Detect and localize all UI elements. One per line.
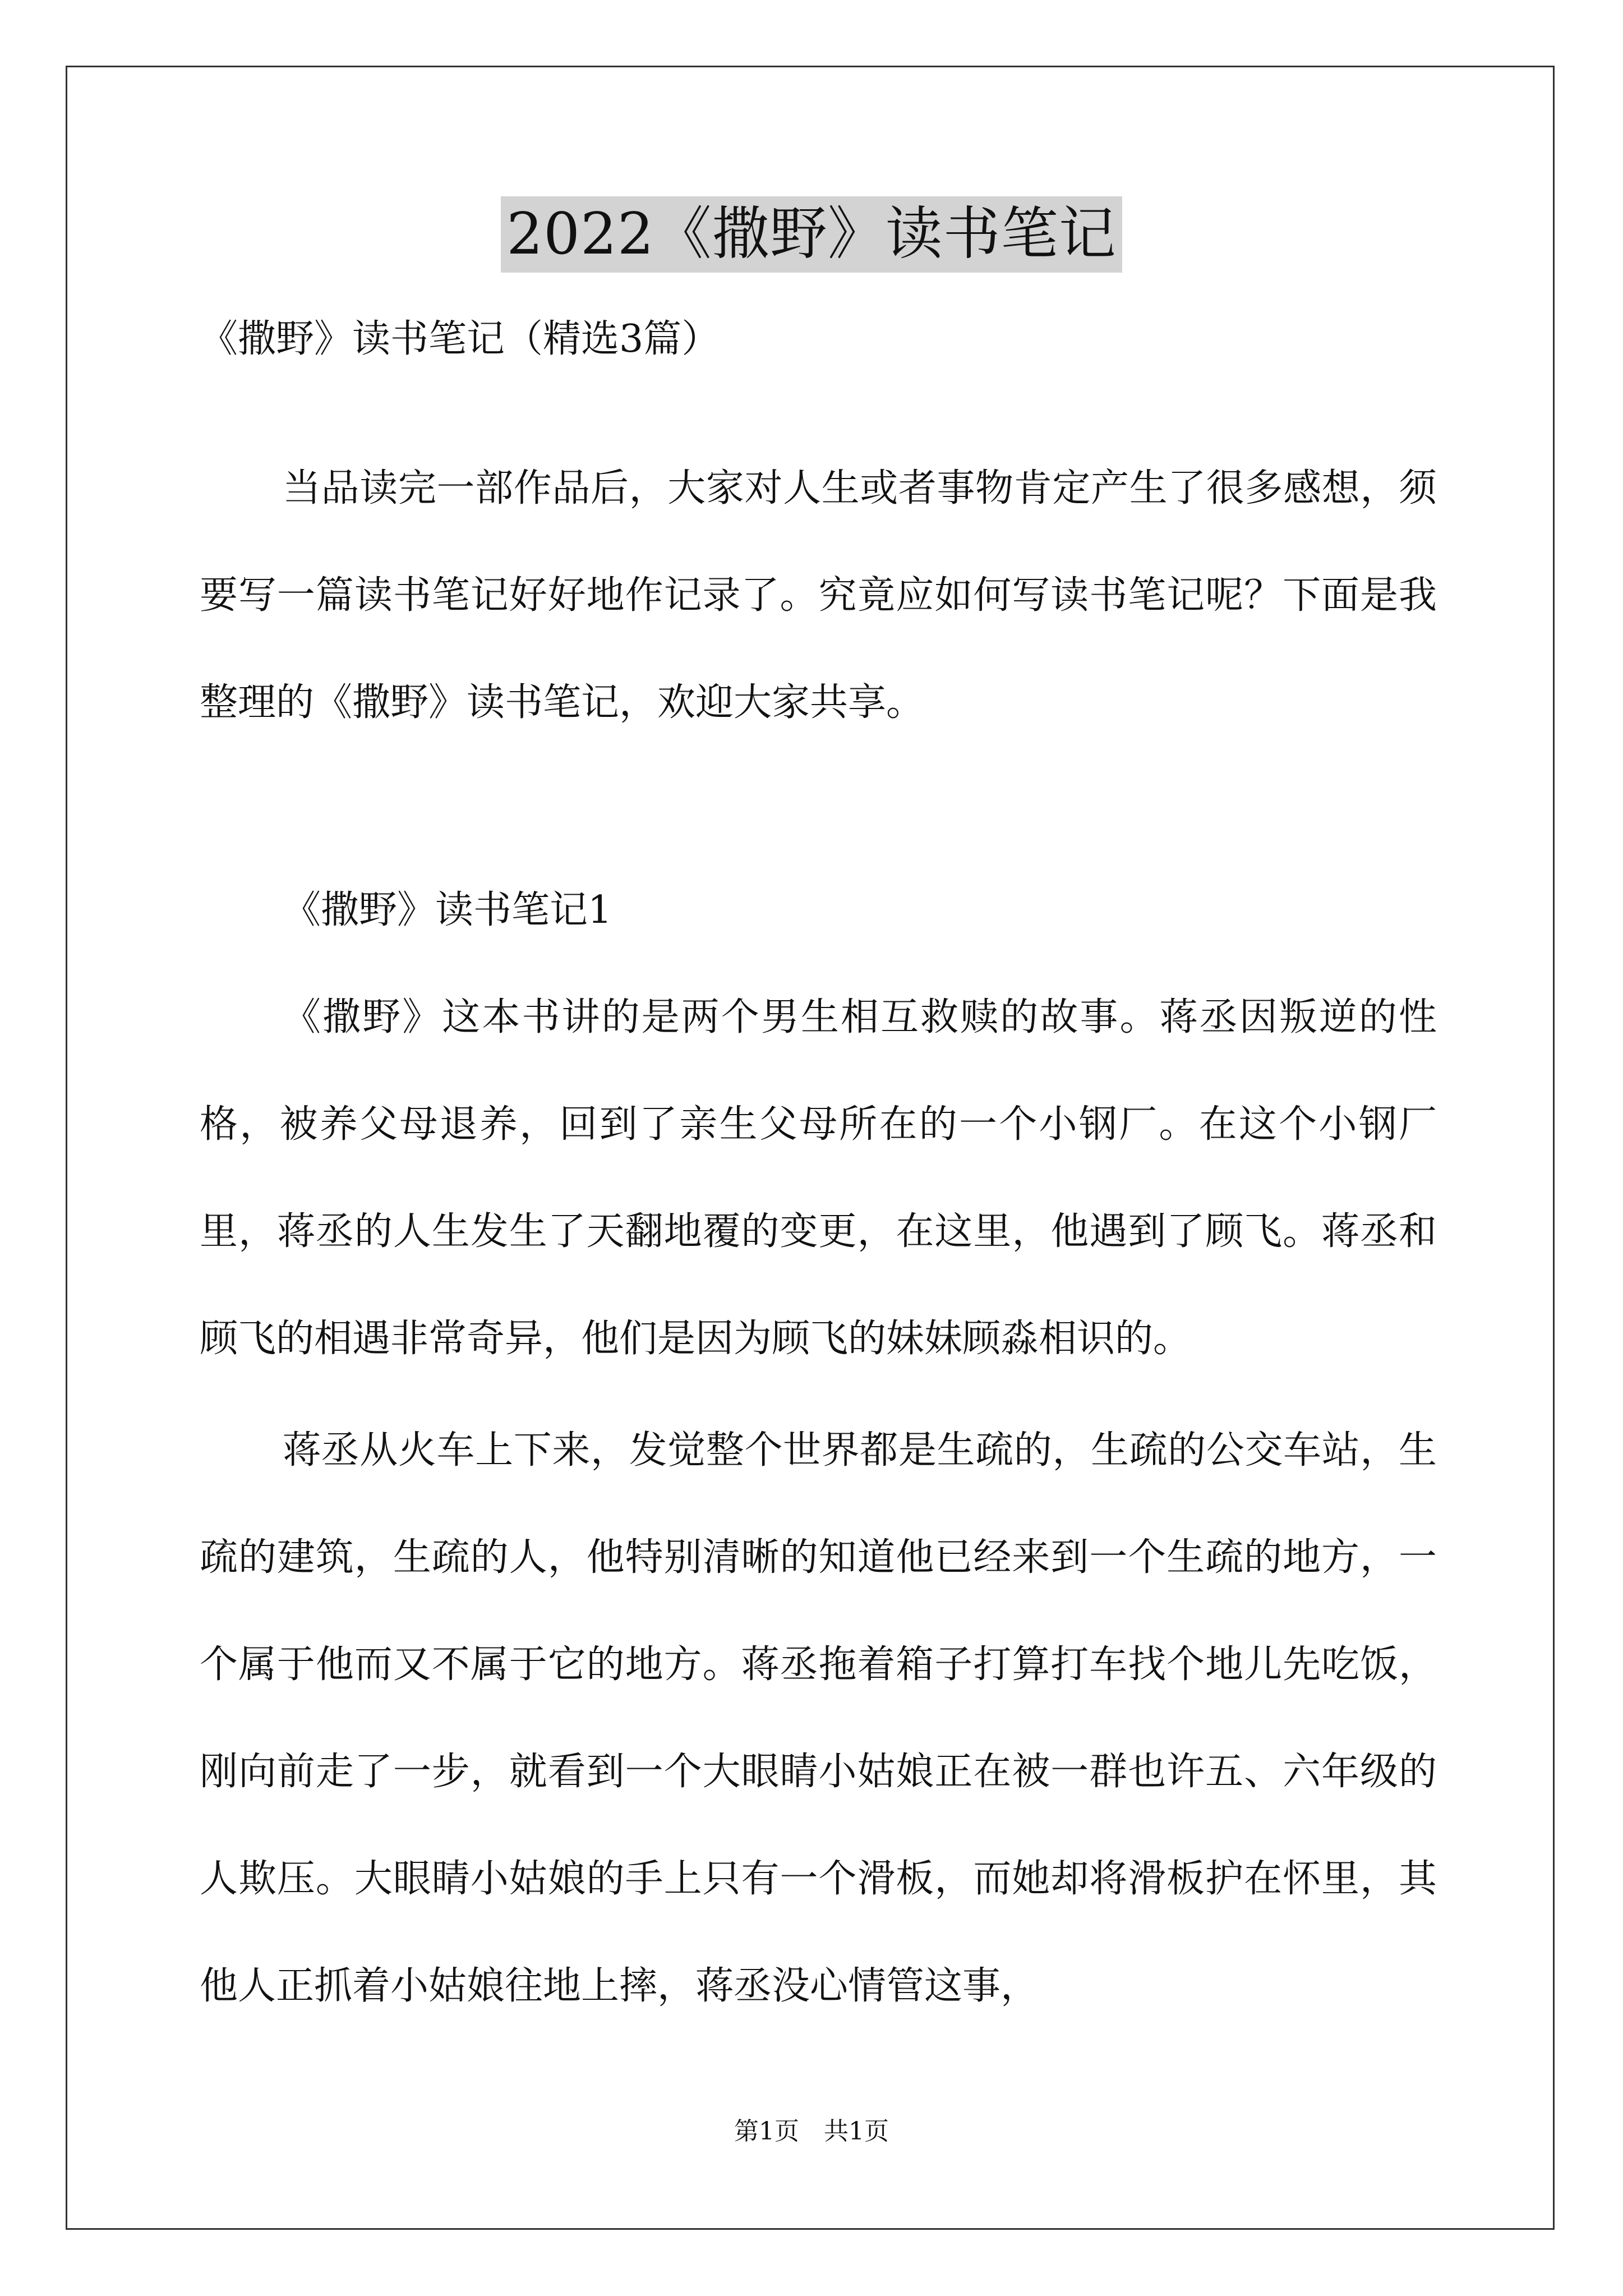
- body-paragraph: 《撒野》这本书讲的是两个男生相互救赎的故事。蒋丞因叛逆的性格，被养父母退养，回到了亲生父母所在的一个小钢厂。在这个小钢厂里，蒋丞的人生发生了天翻地覆的变更，在这里，他遇到了顾飞。蒋丞和顾飞的相遇非常奇异，他们是因为顾飞的妹妹顾淼相识的。: [200, 995, 1437, 1361]
- document-subtitle: 《撒野》读书笔记（精选3篇）: [200, 317, 720, 361]
- page-footer: 第1页 共1页: [734, 2117, 889, 2146]
- intro-paragraph: 当品读完一部作品后，大家对人生或者事物肯定产生了很多感想，须要写一篇读书笔记好好地作记录了。究竟应如何写读书笔记呢？下面是我整理的《撒野》读书笔记，欢迎大家共享。: [200, 466, 1437, 725]
- body-paragraph: 蒋丞从火车上下来，发觉整个世界都是生疏的，生疏的公交车站，生疏的建筑，生疏的人，他特别清晰的知道他已经来到一个生疏的地方，一个属于他而又不属于它的地方。蒋丞拖着箱子打算打车找个地儿先吃饭，刚向前走了一步，就看到一个大眼睛小姑娘正在被一群也许五、六年级的人欺压。大眼睛小姑娘的手上只有一个滑板，而她却将滑板护在怀里，其他人正抓着小姑娘往地上摔，蒋丞没心情管这事，: [200, 1428, 1437, 2008]
- title-container: [0, 196, 1623, 273]
- section-heading: 《撒野》读书笔记1: [283, 888, 612, 932]
- document-title: 2022《撒野》读书笔记: [501, 196, 1122, 273]
